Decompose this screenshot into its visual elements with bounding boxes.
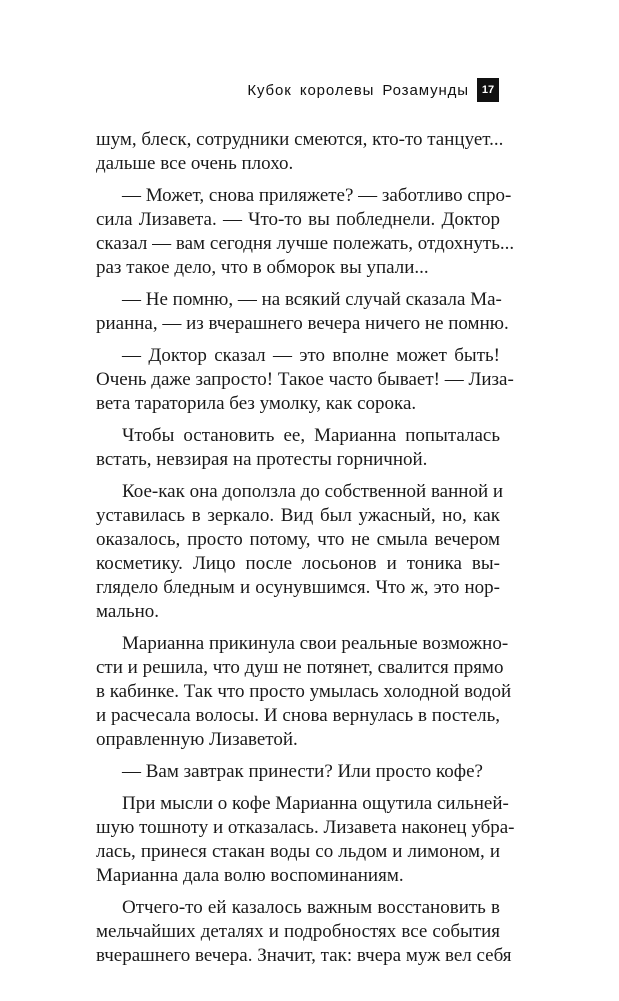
paragraph (96, 184, 515, 280)
text-line: — Не помню, — на всякий случай сказала Ма- (122, 289, 502, 310)
paragraph (96, 792, 515, 888)
text-line: мально. (96, 601, 160, 622)
paragraph (96, 896, 512, 968)
paragraph (96, 632, 512, 752)
text-line: оправленную Лизаветой. (96, 729, 298, 750)
text-line: — Доктор сказал — это вполне может быть! (122, 345, 500, 366)
text-line: сказал — вам сегодня лучше полежать, отдохнуть... (96, 233, 515, 254)
text-line: Отчего-то ей казалось важным восстановить в (122, 897, 500, 918)
text-line: сти и решила, что душ не потянет, свалится прямо (96, 657, 504, 678)
text-line: вчерашнего вечера. Значит, так: вчера муж вел себя (96, 945, 512, 966)
paragraph (96, 480, 504, 624)
text-line: шум, блеск, сотрудники смеются, кто-то танцует... (96, 129, 504, 150)
text-line: и расчесала волосы. И снова вернулась в постель, (96, 705, 500, 726)
text-line: оказалось, просто потому, что не смыла вечером (96, 529, 500, 550)
text-line: Очень даже запросто! Такое часто бывает! — Лиза- (96, 369, 514, 390)
text-line: в кабинке. Так что просто умылась холодной водой (96, 681, 512, 702)
paragraph (96, 344, 514, 416)
text-line: уставилась в зеркало. Вид был ужасный, но, как (96, 505, 500, 526)
text-line: — Вам завтрак принести? Или просто кофе? (122, 761, 483, 782)
running-title: Кубок королевы Розамунды (247, 81, 469, 99)
paragraph (96, 760, 500, 784)
page-number: 17 (477, 78, 499, 102)
text-line: Марианна прикинула свои реальные возможно- (122, 633, 509, 654)
text-line: раз такое дело, что в обморок вы упали... (96, 257, 429, 278)
text-line: глядело бледным и осунувшимся. Что ж, это нор- (96, 577, 500, 598)
paragraph (96, 424, 500, 472)
text-line: Кое-как она доползла до собственной ванной и (122, 481, 504, 502)
paragraph (96, 128, 504, 176)
text-line: встать, невзирая на протесты горничной. (96, 449, 428, 470)
paragraph (96, 288, 509, 336)
text-line: мельчайших деталях и подробностях все события (96, 921, 500, 942)
text-line: Марианна дала волю воспоминаниям. (96, 865, 404, 886)
text-line: сила Лизавета. — Что-то вы побледнели. Доктор (96, 209, 500, 230)
text-line: лась, принеся стакан воды со льдом и лимоном, и (96, 841, 500, 862)
text-line: дальше все очень плохо. (96, 153, 294, 174)
text-line: вета тараторила без умолку, как сорока. (96, 393, 417, 414)
text-line: рианна, — из вчерашнего вечера ничего не помню. (96, 313, 509, 334)
text-line: шую тошноту и отказалась. Лизавета наконец убра- (96, 817, 515, 838)
body-text (96, 128, 515, 968)
page-header (247, 78, 499, 102)
text-line: косметику. Лицо после лосьонов и тоника вы- (96, 553, 500, 574)
text-line: — Может, снова приляжете? — заботливо спро- (122, 185, 512, 206)
text-line: При мысли о кофе Марианна ощутила сильней- (122, 793, 509, 814)
text-line: Чтобы остановить ее, Марианна попыталась (122, 425, 500, 446)
